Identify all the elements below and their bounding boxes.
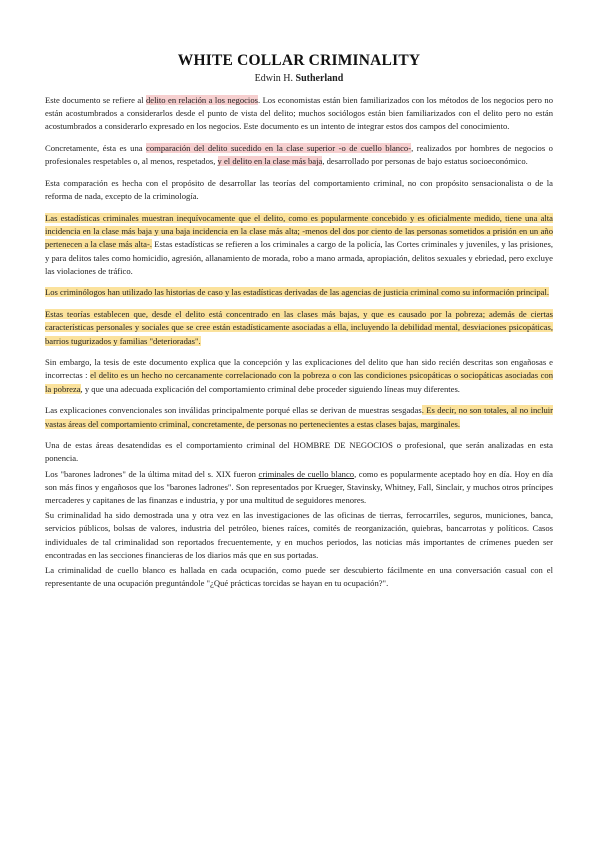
paragraph-12: La criminalidad de cuello blanco es hallada en cada ocupación, como puede ser descubierto fácilmente en una conversación casual con el representante de una ocupación preguntándole "¿Qué prácticas torcidas se hayan en tu ocupación?". xyxy=(45,565,553,589)
paragraph-1 xyxy=(45,94,553,134)
p4-text-b: Estas estadísticas se refieren a los criminales a cargo de la policía, las Cortes criminales y juveniles, y las prisiones, y para delitos tales como homicidio, agresión, allanamiento de morada, robo a mano armada, apropiación, delitos sexuales y ebriedad, pero excluye las violaciones de tráfico. xyxy=(45,239,553,276)
paragraph-11: Su criminalidad ha sido demostrada una y otra vez en las investigaciones de las oficinas de tierras, ferrocarriles, seguros, municiones, banca, servicios públicos, bolsas de valores, industria del petróleo, bienes raíces, comités de reorganización, quiebras, bancarrotas y políticos. Casos individuales de tal criminalidad son reportados frecuentemente, y en muchos periodos, las noticias más importantes de crímenes pueden ser encontradas en las secciones financieras de los diarios más que en sus portadas. xyxy=(45,510,553,560)
paragraph-7 xyxy=(45,356,553,396)
paragraph-3: Esta comparación es hecha con el propósito de desarrollar las teorías del comportamiento criminal, no con propósito sensacionalista o de la reforma de nada, excepto de la criminología. xyxy=(45,178,553,202)
paragraph-5 xyxy=(45,286,553,299)
p1-highlight: delito en relación a los negocios xyxy=(145,95,258,105)
paragraph-8 xyxy=(45,404,553,430)
p5-highlight: Los criminólogos han utilizado las historias de caso y las estadísticas derivadas de las agencias de justicia criminal como su información principal. xyxy=(45,287,550,298)
p7-text-a: Sin embargo, la tesis de este documento explica que la concepción y las explicaciones del delito que han sido recién descritas son engañosas e incorrectas : xyxy=(45,357,553,381)
paragraph-10 xyxy=(45,468,553,508)
p4-highlight: Las estadísticas criminales muestran inequívocamente que el delito, como es popularmente concebido y es oficialmente medido, tiene una alta incidencia en la clase más baja y una baja incidencia en la clase más alta; -menos del dos por ciento de las personas sometidos a prisión en un año pertenecen a la clase más alta-. xyxy=(45,212,553,250)
p2-highlight-2: y el delito en la clase más baja xyxy=(217,156,323,167)
document-title: WHITE COLLAR CRIMINALITY xyxy=(177,52,421,69)
paragraph-9: Una de estas áreas desatendidas es el comportamiento criminal del HOMBRE DE NEGOCIOS o profesional, que serán analizadas en esta ponencia. xyxy=(45,440,553,464)
p2-text-c: , realizados por hombres de negocios o profesionales respetables o, al menos, respetados, xyxy=(45,143,553,167)
p10-text-a: Los "barones ladrones" de la última mitad del s. XIX fueron xyxy=(45,468,259,479)
paragraph-4 xyxy=(45,212,553,278)
p10-text-c: , como es popularmente aceptado hoy en día. Hoy en día son más finos y engañosos que los "barones ladrones". Son representados por Krueger, Stavinsky, Whitney, Fall, Sinclair, y muchos otros príncipes mercaderes y capitanes de las finanzas e industria, y por una multitud de seguidores menores. xyxy=(45,468,553,506)
p2-highlight-1: comparación del delito sucedido en la clase superior -o de cuello blanco- xyxy=(146,143,412,154)
author-first-name: Edwin H. xyxy=(254,73,294,84)
p8-text-a: Las explicaciones convencionales son inválidas principalmente porqué ellas se derivan de muestras sesgadas xyxy=(45,405,422,416)
document-content xyxy=(45,52,553,593)
paragraph-6 xyxy=(45,308,553,348)
p7-highlight: el delito es un hecho no cercanamente correlacionado con la pobreza o con las condiciones psicopáticas o sociopáticas asociadas con la pobreza xyxy=(45,370,553,394)
p2-text-a: Concretamente, ésta es una xyxy=(45,143,147,154)
p7-text-c: , y que una adecuada explicación del comportamiento criminal debe proceder siguiendo líneas muy diferentes. xyxy=(80,383,460,394)
paragraph-2 xyxy=(45,142,553,168)
p8-highlight: . Es decir, no son totales, al no incluir vastas áreas del comportamiento criminal, concretamente, de personas no pertenecientes a estas clases bajas, marginales. xyxy=(45,405,553,429)
p10-underlined-term: criminales de cuello blanco xyxy=(258,468,355,479)
p6-highlight: Estas teorías establecen que, desde el delito está concentrado en las clases más bajas, y que es causado por la pobreza; además de ciertas características personales y sociales que se cree están estadísticamente asociadas a ella, incluyendo la debilidad mental, desviaciones psicopáticas, barrios tugurizados y familias "deterioradas". xyxy=(45,309,553,346)
p1-text-a: Este documento se refiere al xyxy=(45,95,146,105)
p2-text-e: , desarrollado por personas de bajo estatus socioeconómico. xyxy=(322,156,528,167)
author-last-name: Sutherland xyxy=(295,73,344,84)
p1-text-c: . Los economistas están bien familiarizados con los métodos de los negocios pero no están acostumbrados a considerarlos desde el punto de vista del delito; muchos sociólogos están bien familiarizados con el delito pero no están acostumbrados a considerarlo expresado en los negocios. Este documento es un intento de integrar estos dos campos del conocimiento. xyxy=(45,95,553,132)
author-line xyxy=(45,73,553,84)
